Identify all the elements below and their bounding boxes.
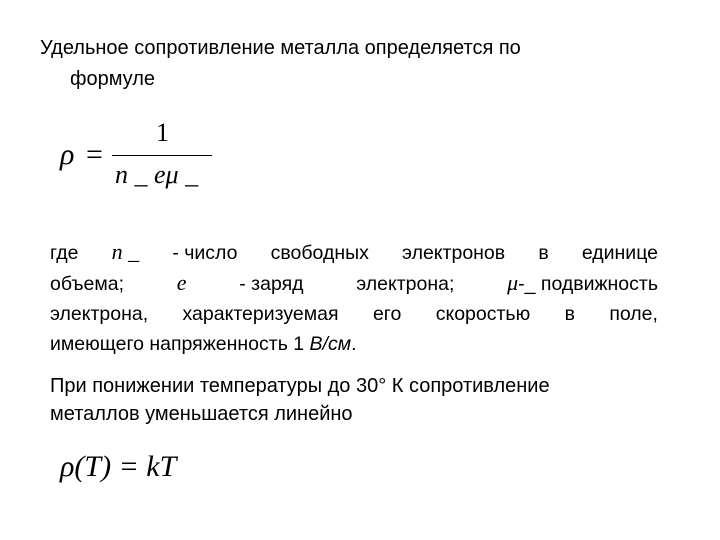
unit-v-per-cm: В/см (309, 333, 352, 355)
word: в (564, 303, 575, 325)
intro-line-1: Удельное сопротивление металла определяется по (40, 37, 521, 59)
word: имеющего напряженность 1 (50, 333, 310, 355)
word: поле, (609, 303, 658, 325)
paragraph-definitions (50, 237, 658, 359)
temperature-line-2: металлов уменьшается линейно (50, 403, 353, 425)
formula-denominator: n _ eμ _ (115, 160, 199, 189)
word: электрона; (356, 273, 455, 295)
word: свободных (270, 242, 369, 264)
word-gde: где (50, 242, 79, 264)
linear-resistivity-formula: ρ(T) = kT (60, 450, 177, 483)
symbol-n: n _ (111, 239, 140, 264)
mu-group (507, 268, 658, 299)
formula-rho: ρ (60, 138, 75, 171)
definitions-line-2 (50, 268, 658, 299)
word: -_ подвижность (518, 273, 658, 295)
resistivity-formula (60, 118, 230, 208)
symbol-e: e (176, 270, 187, 295)
formula-equals: = (86, 138, 103, 171)
word: электрона, (50, 303, 149, 325)
period: . (351, 333, 357, 355)
temperature-line-1: При понижении температуры до 30° К сопротивление (50, 375, 550, 397)
word: - заряд (239, 273, 304, 295)
definitions-line-1 (50, 237, 658, 268)
definitions-line-3 (50, 299, 658, 329)
fraction-bar (112, 155, 212, 156)
paragraph-temperature (50, 372, 660, 428)
definitions-line-4 (50, 329, 658, 359)
word: единице (581, 242, 658, 264)
word: в (538, 242, 549, 264)
word: характеризуемая (182, 303, 339, 325)
symbol-mu: μ (507, 270, 519, 295)
word: - число (172, 242, 238, 264)
word: объема; (50, 273, 125, 295)
word: его (372, 303, 402, 325)
intro-line-2: формуле (70, 68, 156, 90)
word: электронов (402, 242, 506, 264)
paragraph-intro (40, 33, 680, 95)
formula-numerator: 1 (156, 118, 169, 147)
word: скоростью (435, 303, 531, 325)
